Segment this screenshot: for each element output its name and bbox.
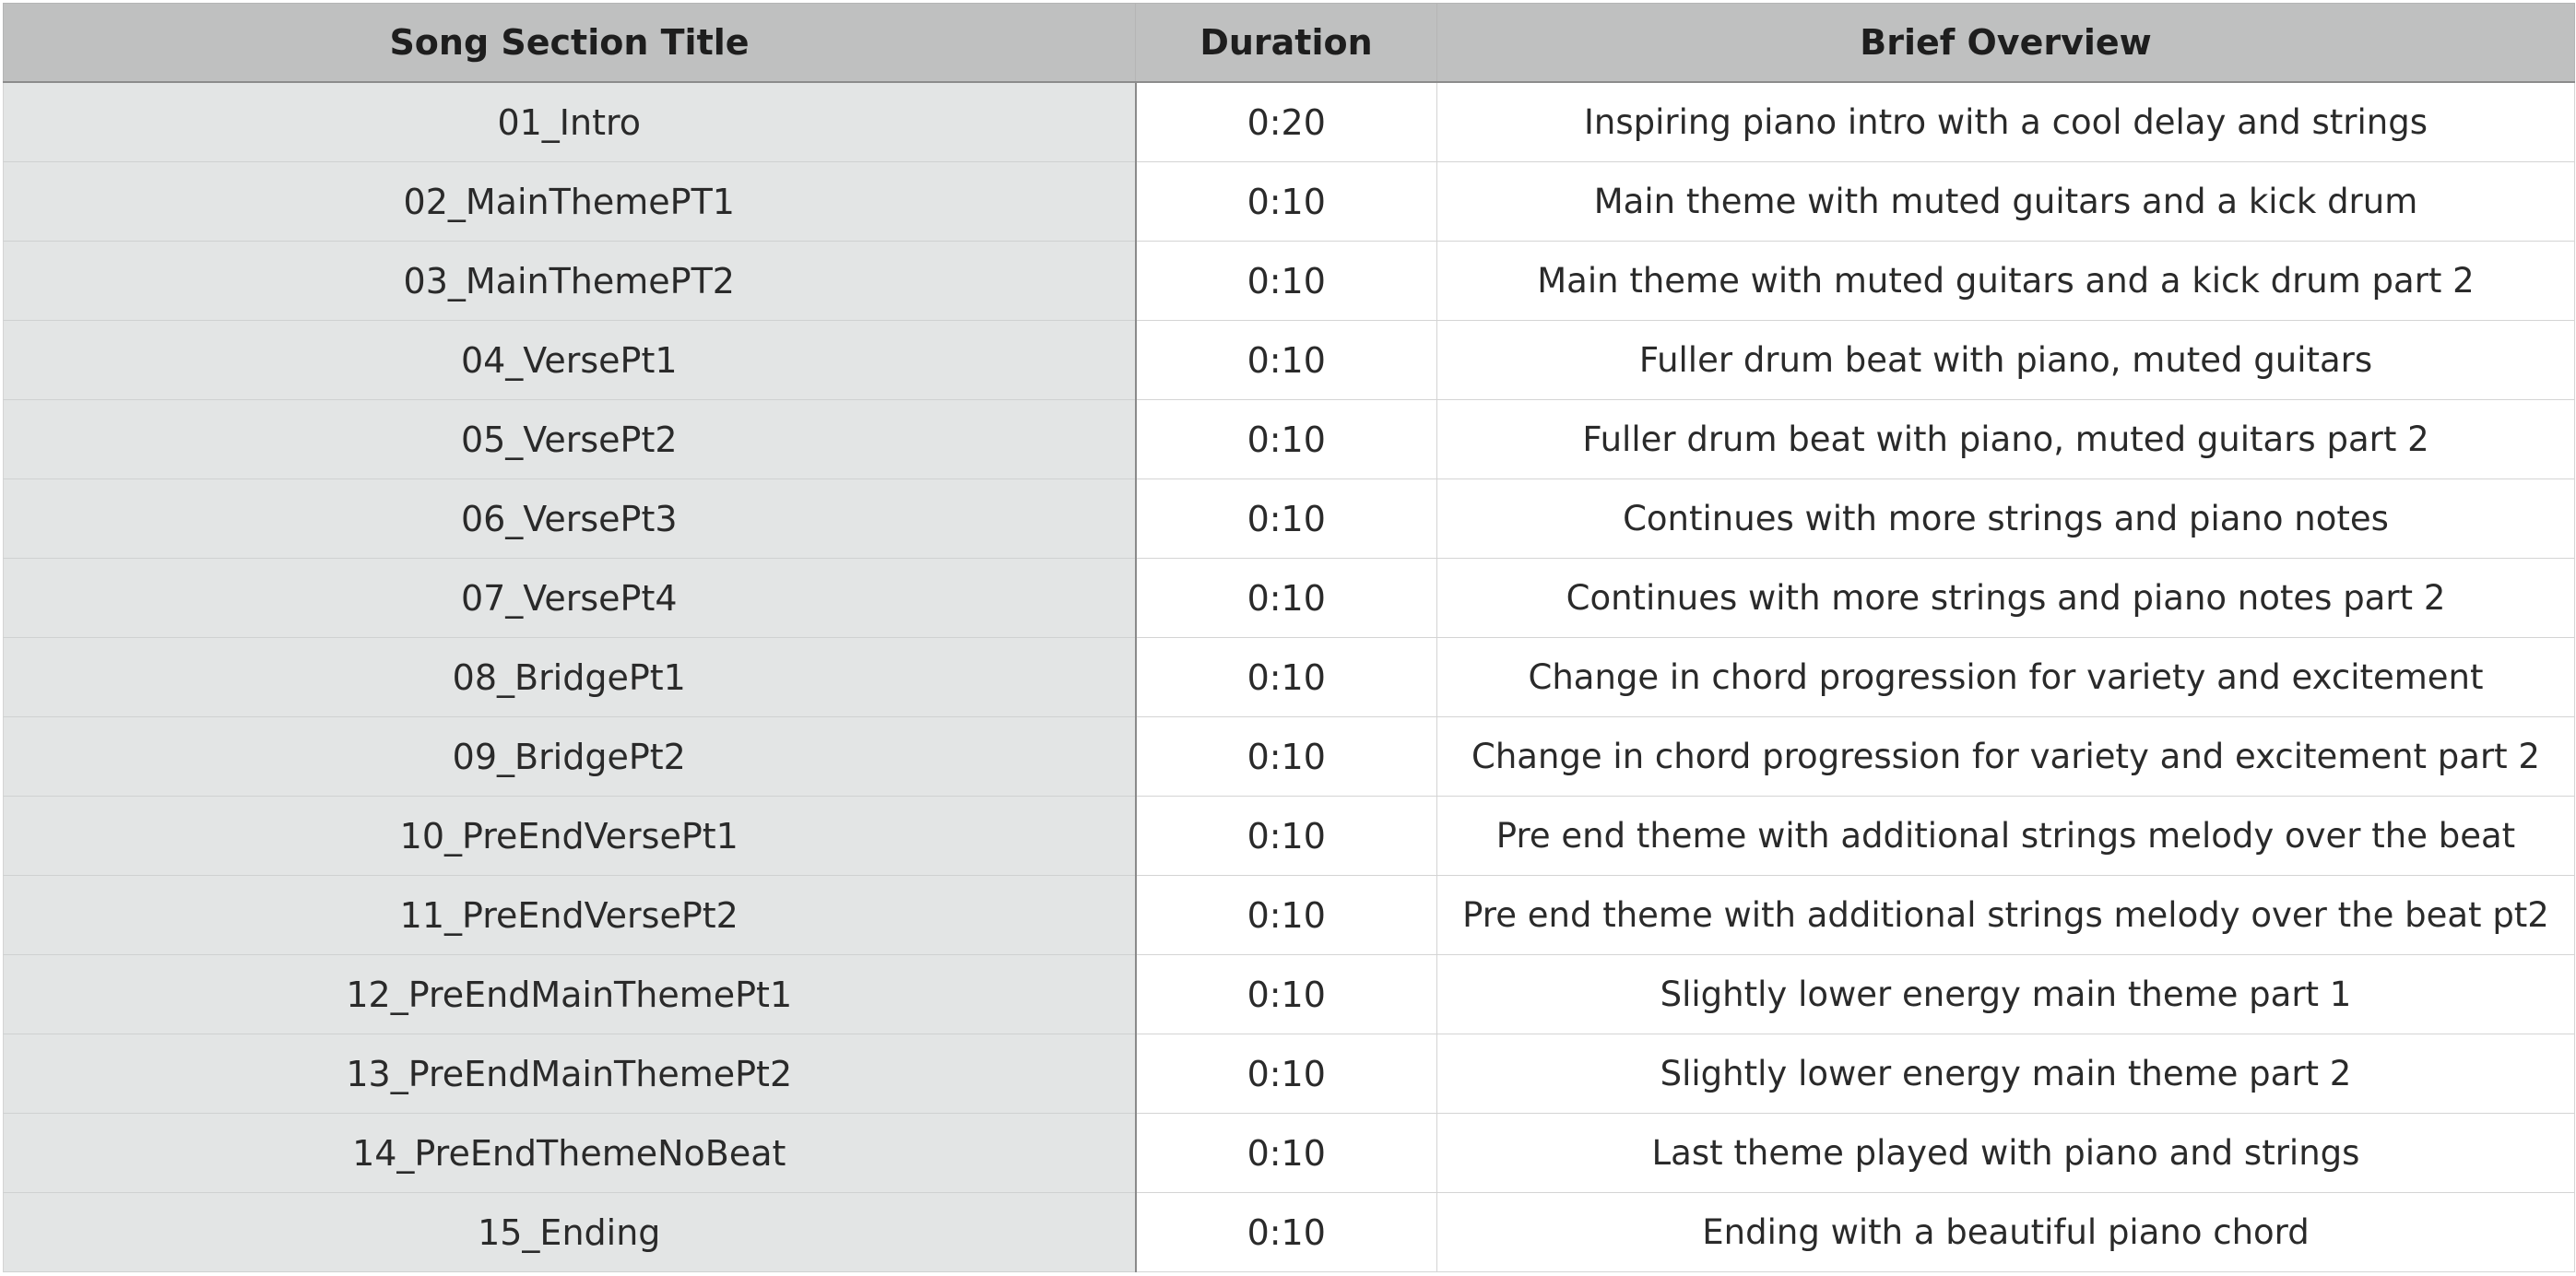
overview-cell: Last theme played with piano and strings: [1437, 1114, 2575, 1193]
table-row: [4, 400, 2575, 479]
table-row: [4, 717, 2575, 797]
overview-cell: Fuller drum beat with piano, muted guitars part 2: [1437, 400, 2575, 479]
overview-cell: Change in chord progression for variety and excitement part 2: [1437, 717, 2575, 797]
song-section-title-cell: 05_VersePt2: [4, 400, 1136, 479]
overview-cell: Main theme with muted guitars and a kick drum part 2: [1437, 242, 2575, 321]
overview-cell: Ending with a beautiful piano chord: [1437, 1193, 2575, 1272]
duration-cell: 0:10: [1136, 876, 1437, 955]
song-section-title-cell: 03_MainThemePT2: [4, 242, 1136, 321]
overview-cell: Slightly lower energy main theme part 1: [1437, 955, 2575, 1034]
overview-cell: Change in chord progression for variety and excitement: [1437, 638, 2575, 717]
song-section-title-cell: 10_PreEndVersePt1: [4, 797, 1136, 876]
duration-cell: 0:10: [1136, 1114, 1437, 1193]
table-row: [4, 1034, 2575, 1114]
table-row: [4, 559, 2575, 638]
table-row: [4, 321, 2575, 400]
overview-cell: Continues with more strings and piano notes part 2: [1437, 559, 2575, 638]
song-section-title-cell: 09_BridgePt2: [4, 717, 1136, 797]
table-row: [4, 82, 2575, 162]
song-section-title-cell: 14_PreEndThemeNoBeat: [4, 1114, 1136, 1193]
table-header-row: [4, 4, 2575, 83]
duration-cell: 0:10: [1136, 242, 1437, 321]
overview-cell: Continues with more strings and piano notes: [1437, 479, 2575, 559]
header-song-section-title: Song Section Title: [4, 4, 1136, 83]
header-brief-overview: Brief Overview: [1437, 4, 2575, 83]
song-sections-table: [3, 3, 2575, 1272]
table-row: [4, 162, 2575, 242]
table-row: [4, 797, 2575, 876]
table-row: [4, 479, 2575, 559]
song-section-title-cell: 08_BridgePt1: [4, 638, 1136, 717]
duration-cell: 0:10: [1136, 955, 1437, 1034]
song-section-title-cell: 07_VersePt4: [4, 559, 1136, 638]
table-row: [4, 242, 2575, 321]
song-section-title-cell: 13_PreEndMainThemePt2: [4, 1034, 1136, 1114]
overview-cell: Pre end theme with additional strings melody over the beat: [1437, 797, 2575, 876]
table-row: [4, 955, 2575, 1034]
song-section-title-cell: 11_PreEndVersePt2: [4, 876, 1136, 955]
duration-cell: 0:10: [1136, 638, 1437, 717]
overview-cell: Main theme with muted guitars and a kick drum: [1437, 162, 2575, 242]
duration-cell: 0:10: [1136, 321, 1437, 400]
duration-cell: 0:10: [1136, 479, 1437, 559]
song-section-title-cell: 01_Intro: [4, 82, 1136, 162]
song-section-title-cell: 04_VersePt1: [4, 321, 1136, 400]
duration-cell: 0:20: [1136, 82, 1437, 162]
overview-cell: Pre end theme with additional strings melody over the beat pt2: [1437, 876, 2575, 955]
duration-cell: 0:10: [1136, 162, 1437, 242]
song-section-title-cell: 06_VersePt3: [4, 479, 1136, 559]
table-row: [4, 1114, 2575, 1193]
song-section-title-cell: 12_PreEndMainThemePt1: [4, 955, 1136, 1034]
duration-cell: 0:10: [1136, 400, 1437, 479]
duration-cell: 0:10: [1136, 1034, 1437, 1114]
duration-cell: 0:10: [1136, 1193, 1437, 1272]
table-row: [4, 876, 2575, 955]
table-row: [4, 1193, 2575, 1272]
duration-cell: 0:10: [1136, 797, 1437, 876]
header-duration: Duration: [1136, 4, 1437, 83]
overview-cell: Slightly lower energy main theme part 2: [1437, 1034, 2575, 1114]
song-sections-table-container: [3, 3, 2574, 1272]
song-section-title-cell: 15_Ending: [4, 1193, 1136, 1272]
overview-cell: Fuller drum beat with piano, muted guitars: [1437, 321, 2575, 400]
overview-cell: Inspiring piano intro with a cool delay and strings: [1437, 82, 2575, 162]
table-row: [4, 638, 2575, 717]
duration-cell: 0:10: [1136, 559, 1437, 638]
song-section-title-cell: 02_MainThemePT1: [4, 162, 1136, 242]
duration-cell: 0:10: [1136, 717, 1437, 797]
